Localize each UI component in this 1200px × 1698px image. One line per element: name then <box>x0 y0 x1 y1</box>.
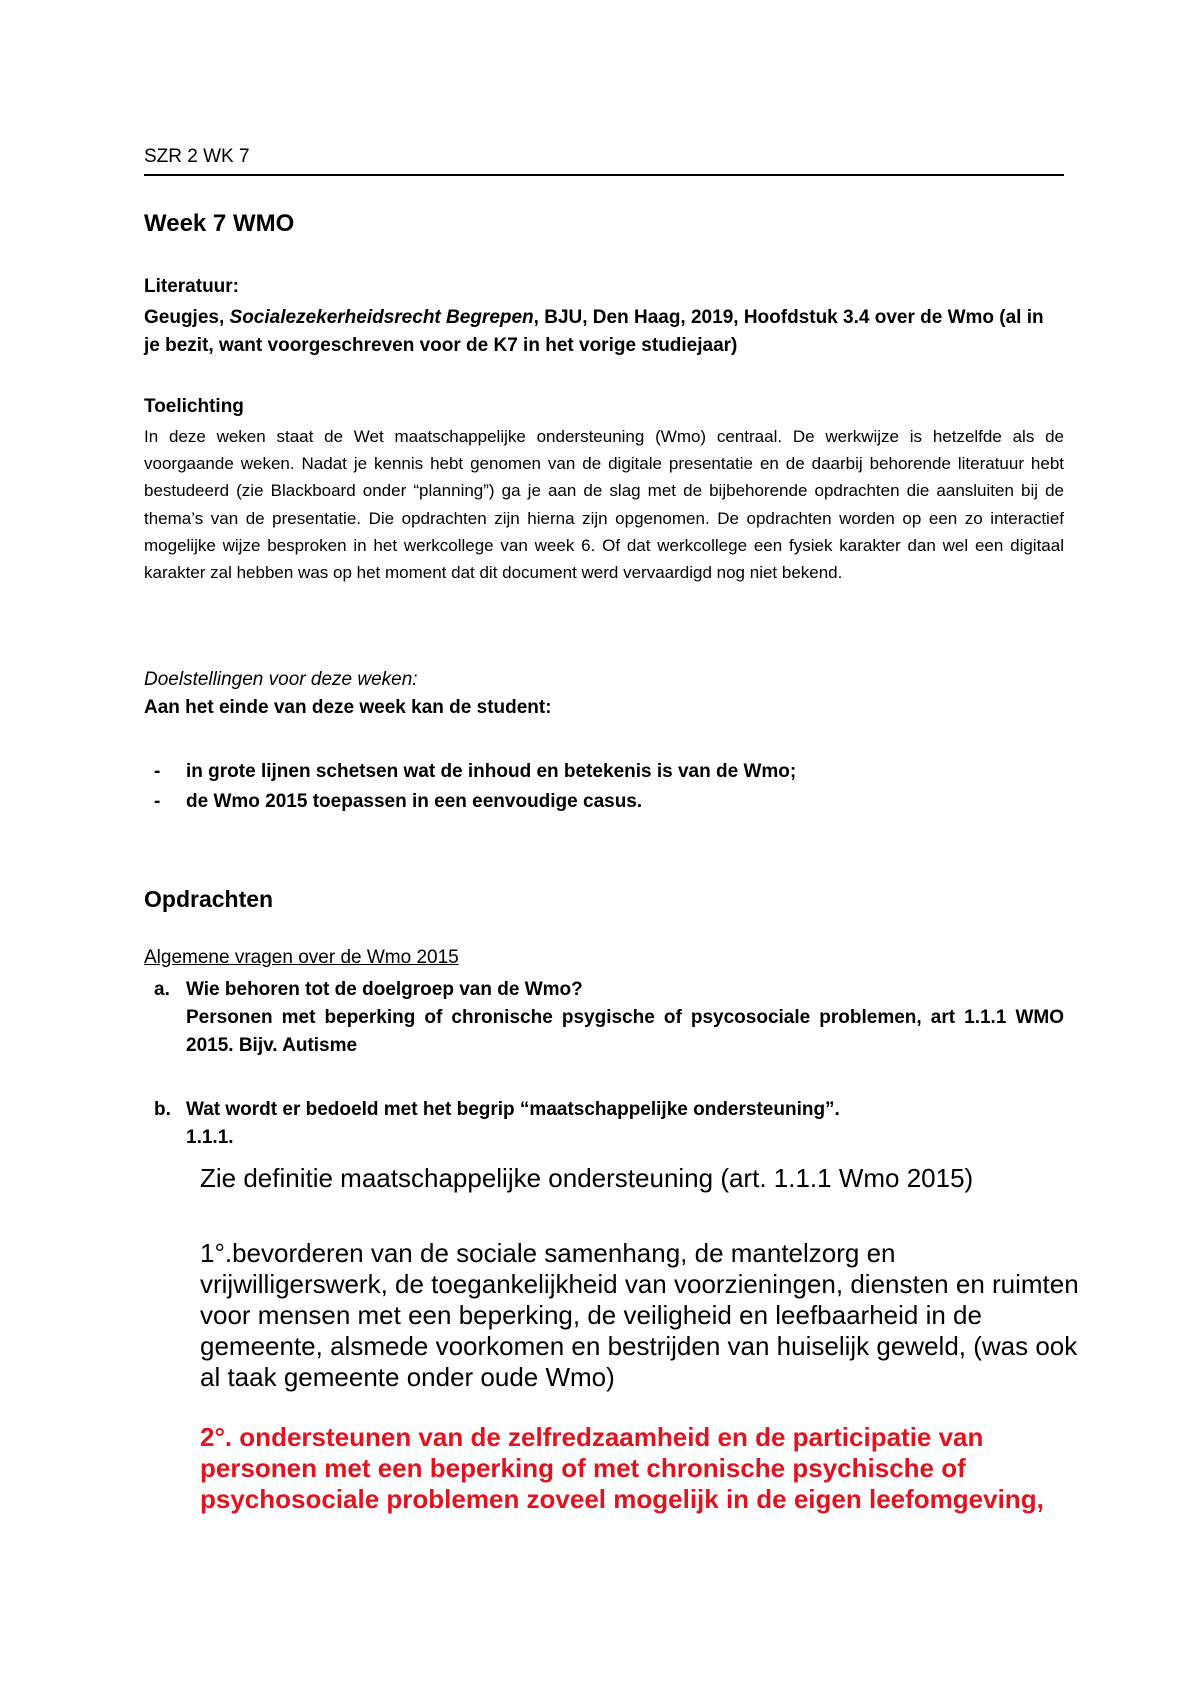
list-item <box>144 787 1064 817</box>
header-divider <box>144 174 1064 176</box>
bullet-dash: - <box>154 761 161 782</box>
goals-label: Doelstellingen voor deze weken: <box>144 669 418 690</box>
page-title: Week 7 WMO <box>144 210 295 237</box>
explanation-label: Toelichting <box>144 396 244 417</box>
definition-title: Zie definitie maatschappelijke ondersteuning (art. 1.1.1 Wmo 2015) <box>200 1163 974 1193</box>
explanation-text: In deze weken staat de Wet maatschappelijke ondersteuning (Wmo) centraal. De werkwijze is hetzelfde als de voorgaande weken. Nadat je kennis hebt genomen van de digitale presentatie en de daarbij behorende literatuur hebt bestudeerd (zie Blackboard onder “planning”) ga je aan de slag met de bijbehorende opdrachten die aansluiten bij de thema’s van de presentatie. Die opdrachten zijn hierna zijn opgenomen. De opdrachten worden op een zo interactief mogelijke wijze besproken in het werkcollege van week 6. Of dat werkcollege een fysiek karakter dan wel een digitaal karakter zal hebben was op het moment dat dit document werd vervaardigd nog niet bekend. <box>144 427 1064 583</box>
question-text: Wat wordt er bedoeld met het begrip “maatschappelijke ondersteuning”. <box>186 1099 840 1120</box>
answer-text: Personen met beperking of chronische psygische of psycosociale problemen, art 1.1.1 WMO 2015. Bijv. Autisme <box>186 1007 1064 1056</box>
goals-list <box>144 757 1064 817</box>
question-text: Wie behoren tot de doelgroep van de Wmo? <box>186 979 583 1000</box>
literature-label: Literatuur: <box>144 276 239 297</box>
assignments-title: Opdrachten <box>144 886 274 912</box>
list-item <box>144 757 1064 787</box>
question-a <box>144 976 1064 1060</box>
question-marker: a. <box>154 979 170 1000</box>
assignments-section-title: Algemene vragen over de Wmo 2015 <box>144 947 459 968</box>
definition-item-2: 2°. ondersteunen van de zelfredzaamheid en de participatie van personen met een beperking of met chronische psychische of psychosociale problemen zoveel mogelijk in de eigen leefomgeving, <box>200 1422 1044 1514</box>
bullet-dash: - <box>154 791 161 812</box>
question-marker: b. <box>154 1099 171 1120</box>
literature-reference <box>144 304 1064 360</box>
literature-details: , BJU, Den Haag, 2019, Hoofdstuk 3.4 over de Wmo (al in je bezit, want voorgeschreven voor de K7 in het vorige studiejaar) <box>144 307 1044 356</box>
page-header: SZR 2 WK 7 <box>144 146 250 167</box>
question-b <box>144 1096 1064 1152</box>
literature-book-title: Socialezekerheidsrecht Begrepen <box>229 307 534 328</box>
goals-intro: Aan het einde van deze week kan de student: <box>144 697 552 718</box>
definition-item-1: 1°.bevorderen van de sociale samenhang, de mantelzorg en vrijwilligerswerk, de toegankelijkheid van voorzieningen, diensten en ruimten voor mensen met een beperking, de veiligheid en leefbaarheid in de gemeente, alsmede voorkomen en bestrijden van huiselijk geweld, (was ook al taak gemeente onder oude Wmo) <box>200 1238 1079 1392</box>
goal-text: de Wmo 2015 toepassen in een eenvoudige casus. <box>186 791 643 812</box>
answer-text: 1.1.1. <box>186 1127 234 1148</box>
literature-author: Geugjes, <box>144 307 230 328</box>
goal-text: in grote lijnen schetsen wat de inhoud en betekenis is van de Wmo; <box>186 761 797 782</box>
